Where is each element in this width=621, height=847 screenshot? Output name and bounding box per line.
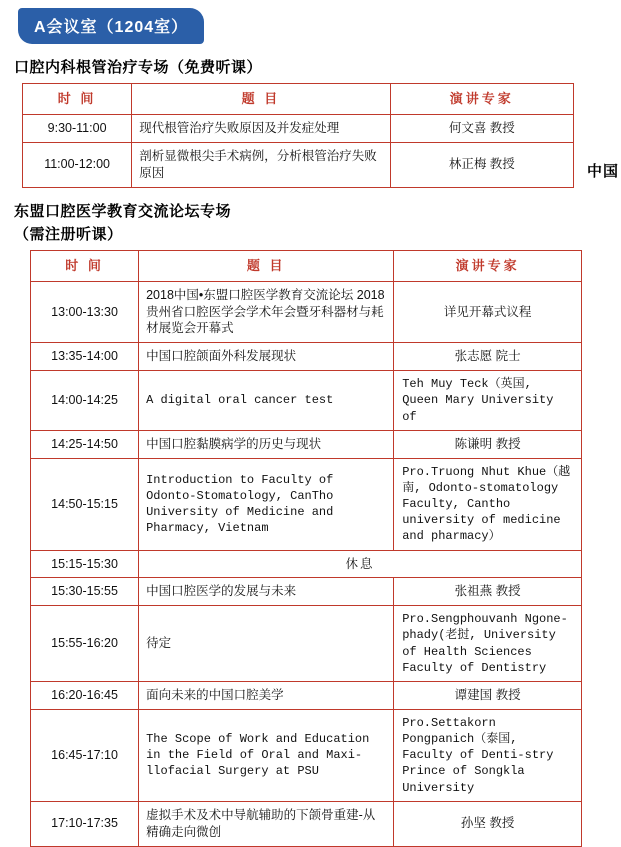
cell-speaker: Pro.Sengphouvanh Ngone-phady(老挝, University of Health Sciences Faculty of Dentistry xyxy=(394,606,582,682)
cell-topic: 剖析显微根尖手术病例，分析根管治疗失败原因 xyxy=(132,142,390,187)
room-banner: A会议室（1204室） xyxy=(18,8,204,44)
header-topic: 题 目 xyxy=(139,250,394,281)
edge-label: 中国 xyxy=(586,163,619,180)
cell-topic: 现代根管治疗失败原因及并发症处理 xyxy=(132,115,390,143)
cell-speaker: 张祖燕 教授 xyxy=(394,578,582,606)
header-time: 时 间 xyxy=(23,84,132,115)
header-speaker: 演讲专家 xyxy=(394,250,582,281)
cell-time: 15:55-16:20 xyxy=(31,606,139,682)
cell-speaker: 孙坚 教授 xyxy=(394,801,582,846)
header-speaker: 演讲专家 xyxy=(390,84,573,115)
cell-time: 13:00-13:30 xyxy=(31,281,139,343)
cell-time: 17:10-17:35 xyxy=(31,801,139,846)
table-row xyxy=(31,606,582,682)
cell-time: 14:25-14:50 xyxy=(31,430,139,458)
cell-topic: 2018中国•东盟口腔医学教育交流论坛 2018贵州省口腔医学会学术年会暨牙科器材与耗材展览会开幕式 xyxy=(139,281,394,343)
cell-time: 11:00-12:00 xyxy=(23,142,132,187)
table-row xyxy=(31,801,582,846)
cell-time: 16:45-17:10 xyxy=(31,709,139,801)
table-row xyxy=(31,550,582,578)
table-row xyxy=(23,115,574,143)
cell-topic: A digital oral cancer test xyxy=(139,371,394,431)
header-time: 时 间 xyxy=(31,250,139,281)
section2-title: 东盟口腔医学教育交流论坛专场 xyxy=(14,202,232,220)
table-header-row xyxy=(31,250,582,281)
table-header-row xyxy=(23,84,574,115)
table-row xyxy=(31,281,582,343)
cell-topic: 待定 xyxy=(139,606,394,682)
cell-topic: Introduction to Faculty of Odonto-Stomatology, CanTho University of Medicine and Pharmacy, Vietnam xyxy=(139,458,394,550)
cell-topic: 中国口腔医学的发展与未来 xyxy=(139,578,394,606)
cell-topic: The Scope of Work and Education in the Field of Oral and Maxi-llofacial Surgery at PSU xyxy=(139,709,394,801)
cell-speaker: 陈谦明 教授 xyxy=(394,430,582,458)
section1-title: 口腔内科根管治疗专场（免费听课） xyxy=(14,59,263,76)
table-row xyxy=(31,682,582,710)
schedule-table-asean-forum xyxy=(30,250,582,847)
cell-speaker: 何文喜 教授 xyxy=(390,115,573,143)
schedule-table-endodontics xyxy=(22,83,574,188)
cell-time: 14:00-14:25 xyxy=(31,371,139,431)
cell-time: 13:35-14:00 xyxy=(31,343,139,371)
cell-break: 休息 xyxy=(139,550,582,578)
cell-time: 9:30-11:00 xyxy=(23,115,132,143)
table-row xyxy=(31,709,582,801)
cell-speaker: Teh Muy Teck（英国, Queen Mary University of xyxy=(394,371,582,431)
cell-time: 16:20-16:45 xyxy=(31,682,139,710)
cell-speaker: 谭建国 教授 xyxy=(394,682,582,710)
cell-speaker: 张志愿 院士 xyxy=(394,343,582,371)
header-topic: 题 目 xyxy=(132,84,390,115)
table-row xyxy=(31,458,582,550)
cell-speaker: 详见开幕式议程 xyxy=(394,281,582,343)
room-banner-container xyxy=(0,0,621,46)
cell-speaker: Pro.Settakorn Pongpanich（泰国, Faculty of Denti-stry Prince of Songkla University xyxy=(394,709,582,801)
table-row xyxy=(31,343,582,371)
table-row xyxy=(31,578,582,606)
cell-speaker: 林正梅 教授 xyxy=(390,142,573,187)
cell-topic: 虚拟手术及术中导航辅助的下颌骨重建-从精确走向微创 xyxy=(139,801,394,846)
cell-topic: 中国口腔黏膜病学的历史与现状 xyxy=(139,430,394,458)
cell-time: 15:15-15:30 xyxy=(31,550,139,578)
table-row xyxy=(31,371,582,431)
cell-topic: 面向未来的中国口腔美学 xyxy=(139,682,394,710)
cell-time: 14:50-15:15 xyxy=(31,458,139,550)
table-row xyxy=(23,142,574,187)
section2-subtitle: （需注册听课） xyxy=(14,225,123,243)
table-row xyxy=(31,430,582,458)
cell-topic: 中国口腔颌面外科发展现状 xyxy=(139,343,394,371)
cell-time: 15:30-15:55 xyxy=(31,578,139,606)
cell-speaker: Pro.Truong Nhut Khue（越南, Odonto-stomatology Faculty, Cantho university of medicine and pharmacy） xyxy=(394,458,582,550)
